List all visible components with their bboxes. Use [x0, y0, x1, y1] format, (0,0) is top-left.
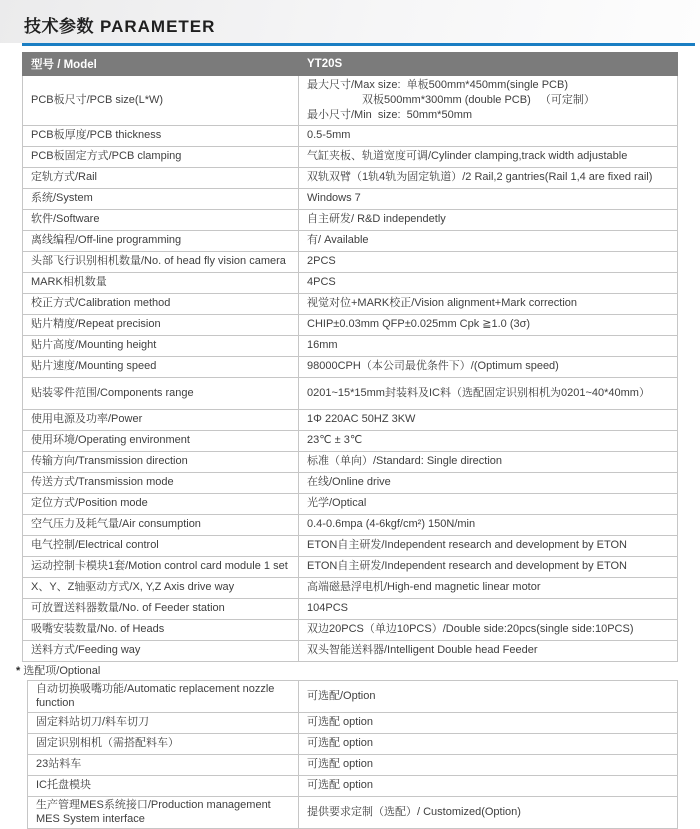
- title-underline: [22, 43, 695, 46]
- param-value: 104PCS: [299, 599, 678, 620]
- param-label: 贴片高度/Mounting height: [23, 336, 299, 357]
- table-row: [23, 620, 678, 641]
- param-label: 贴片速度/Mounting speed: [23, 357, 299, 378]
- param-label: 贴装零件范围/Components range: [23, 378, 299, 410]
- param-label: 电气控制/Electrical control: [23, 536, 299, 557]
- param-value: 可选配 option: [299, 776, 678, 797]
- param-label: 运动控制卡模块1套/Motion control card module 1 set: [23, 557, 299, 578]
- param-label: 使用电源及功率/Power: [23, 410, 299, 431]
- table-row: [28, 776, 678, 797]
- param-value: 23℃ ± 3℃: [299, 431, 678, 452]
- table-row: [23, 515, 678, 536]
- param-label: IC托盘模块: [28, 776, 299, 797]
- table-row: [23, 126, 678, 147]
- param-value: 气缸夹板、轨道宽度可调/Cylinder clamping,track width adjustable: [299, 147, 678, 168]
- table-row: [23, 599, 678, 620]
- table-row: [23, 168, 678, 189]
- page-title-cn: 技术参数: [24, 17, 94, 36]
- param-value: 0201~15*15mm封装料及IC料（选配固定识别相机为0201~40*40mm）: [299, 378, 678, 410]
- table-row: [23, 473, 678, 494]
- param-value: 在线/Online drive: [299, 473, 678, 494]
- table-row: [23, 294, 678, 315]
- spec-table: [22, 52, 678, 662]
- param-value: 2PCS: [299, 252, 678, 273]
- table-header-row: [23, 53, 678, 76]
- table-row: [28, 755, 678, 776]
- param-value: 0.4-0.6mpa (4-6kgf/cm²) 150N/min: [299, 515, 678, 536]
- param-label: 空气压力及耗气量/Air consumption: [23, 515, 299, 536]
- table-row: [23, 189, 678, 210]
- table-row: [23, 431, 678, 452]
- param-value: 高端磁悬浮电机/High-end magnetic linear motor: [299, 578, 678, 599]
- param-label: PCB板固定方式/PCB clamping: [23, 147, 299, 168]
- table-row: [23, 641, 678, 662]
- table-row: [23, 578, 678, 599]
- param-value: 可选配 option: [299, 713, 678, 734]
- param-value: [299, 76, 678, 126]
- model-label-header: 型号 / Model: [23, 53, 299, 76]
- table-row: [28, 713, 678, 734]
- table-row: [23, 557, 678, 578]
- param-value: 可选配 option: [299, 734, 678, 755]
- model-value-header: YT20S: [299, 53, 678, 76]
- param-label: 定轨方式/Rail: [23, 168, 299, 189]
- param-value: 0.5-5mm: [299, 126, 678, 147]
- param-value-line: 双板500mm*300mm (double PCB) （可定制）: [307, 94, 595, 106]
- optional-star-marker: *: [16, 665, 21, 677]
- param-value: 标准（单向）/Standard: Single direction: [299, 452, 678, 473]
- table-row: [23, 378, 678, 410]
- page-title-en: PARAMETER: [100, 17, 216, 36]
- param-value: 98000CPH（本公司最优条件下）/(Optimum speed): [299, 357, 678, 378]
- param-label: 23站料车: [28, 755, 299, 776]
- param-label: 离线编程/Off-line programming: [23, 231, 299, 252]
- param-value: ETON自主研发/Independent research and development by ETON: [299, 557, 678, 578]
- param-value: 自主研发/ R&D independetly: [299, 210, 678, 231]
- table-row: [23, 357, 678, 378]
- param-value: 1Φ 220AC 50HZ 3KW: [299, 410, 678, 431]
- param-value-line: 最小尺寸/Min size: 50mm*50mm: [307, 109, 473, 121]
- param-label: PCB板尺寸/PCB size(L*W): [23, 76, 299, 126]
- table-row: [23, 410, 678, 431]
- param-value: 提供要求定制（选配）/ Customized(Option): [299, 797, 678, 829]
- table-row: [28, 734, 678, 755]
- param-label: MARK相机数量: [23, 273, 299, 294]
- param-label: 固定料站切刀/料车切刀: [28, 713, 299, 734]
- table-row: [23, 494, 678, 515]
- param-label: 系统/System: [23, 189, 299, 210]
- param-label: 可放置送料器数量/No. of Feeder station: [23, 599, 299, 620]
- table-row: [28, 681, 678, 713]
- param-label: PCB板厚度/PCB thickness: [23, 126, 299, 147]
- table-row: [23, 452, 678, 473]
- param-value: 可选配 option: [299, 755, 678, 776]
- table-row: [23, 273, 678, 294]
- table-row: [23, 231, 678, 252]
- param-label: 传送方式/Transmission mode: [23, 473, 299, 494]
- param-label: 吸嘴安装数量/No. of Heads: [23, 620, 299, 641]
- optional-table: [27, 680, 678, 829]
- param-value: 光学/Optical: [299, 494, 678, 515]
- param-label: 生产管理MES系统接口/Production management MES System interface: [28, 797, 299, 829]
- param-value-line: 最大尺寸/Max size: 单板500mm*450mm(single PCB): [307, 79, 569, 91]
- table-row: [28, 797, 678, 829]
- table-row: [23, 76, 678, 126]
- page-title: [24, 17, 700, 37]
- table-row: [23, 252, 678, 273]
- param-value: ETON自主研发/Independent research and development by ETON: [299, 536, 678, 557]
- param-value: 16mm: [299, 336, 678, 357]
- param-label: 头部飞行识别相机数量/No. of head fly vision camera: [23, 252, 299, 273]
- table-row: [23, 536, 678, 557]
- param-value: Windows 7: [299, 189, 678, 210]
- param-label: X、Y、Z轴驱动方式/X, Y,Z Axis drive way: [23, 578, 299, 599]
- param-label: 传输方向/Transmission direction: [23, 452, 299, 473]
- param-value: CHIP±0.03mm QFP±0.025mm Cpk ≧1.0 (3σ): [299, 315, 678, 336]
- param-value: 双轨双臂（1轨4轨为固定轨道）/2 Rail,2 gantries(Rail 1,4 are fixed rail): [299, 168, 678, 189]
- param-value: 可选配/Option: [299, 681, 678, 713]
- table-row: [23, 147, 678, 168]
- param-label: 定位方式/Position mode: [23, 494, 299, 515]
- table-row: [23, 336, 678, 357]
- page-header: [0, 0, 700, 43]
- param-value: 双头智能送料器/Intelligent Double head Feeder: [299, 641, 678, 662]
- param-label: 自动切换吸嘴功能/Automatic replacement nozzle function: [28, 681, 299, 713]
- param-value: 有/ Available: [299, 231, 678, 252]
- table-row: [23, 315, 678, 336]
- param-label: 校正方式/Calibration method: [23, 294, 299, 315]
- optional-section-title: 选配项/Optional: [23, 665, 101, 677]
- param-value: 视觉对位+MARK校正/Vision alignment+Mark correction: [299, 294, 678, 315]
- param-label: 软件/Software: [23, 210, 299, 231]
- param-value: 4PCS: [299, 273, 678, 294]
- optional-section-label: [16, 665, 700, 678]
- param-label: 固定识别相机（需搭配料车）: [28, 734, 299, 755]
- param-label: 使用环境/Operating environment: [23, 431, 299, 452]
- table-row: [23, 210, 678, 231]
- param-value: 双边20PCS（单边10PCS）/Double side:20pcs(single side:10PCS): [299, 620, 678, 641]
- param-label: 送料方式/Feeding way: [23, 641, 299, 662]
- param-label: 贴片精度/Repeat precision: [23, 315, 299, 336]
